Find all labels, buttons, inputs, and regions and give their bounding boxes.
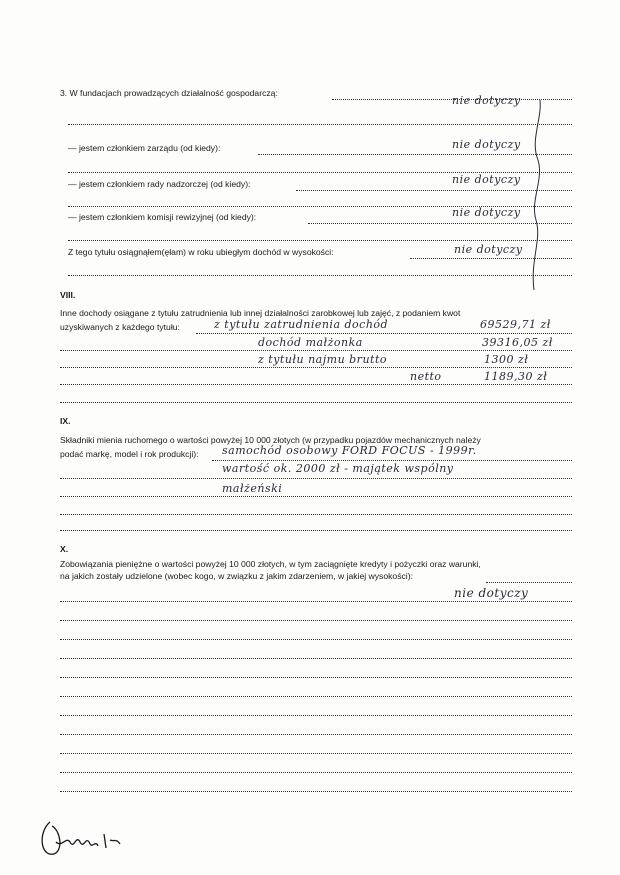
audit-committee-answer: nie dotyczy [452, 206, 521, 219]
section10-dotted-line [60, 601, 572, 602]
section8-dotted-line [60, 350, 572, 351]
section8-hw-line4: netto [410, 370, 442, 383]
audit-committee-label: — jestem członkiem komisji rewizyjnej (od kiedy): [68, 212, 257, 222]
section10-dotted-line [60, 639, 572, 640]
section9-hw-line2: wartość ok. 2000 zł - majątek wspólny [222, 462, 454, 475]
board-member-answer: nie dotyczy [452, 138, 521, 151]
section10-dotted-line [60, 734, 572, 735]
income-answer: nie dotyczy [454, 243, 523, 256]
supervisory-board-answer: nie dotyczy [452, 173, 521, 186]
board-member-label: — jestem członkiem zarządu (od kiedy): [68, 143, 221, 153]
section8-hw-amount1: 69529,71 zł [480, 318, 551, 331]
section3-heading: 3. W fundacjach prowadzących działalność gospodarczą: [60, 88, 278, 98]
section8-hw-line1: z tytułu zatrudnienia dochód [214, 318, 389, 331]
section9-hw-line1: samochód osobowy FORD FOCUS - 1999r. [222, 444, 477, 457]
section10-answer: nie dotyczy [454, 586, 529, 600]
section8-dotted-line [60, 402, 572, 403]
section10-text-line1: Zobowiązania pieniężne o wartości powyżej 10 000 złotych, w tym zaciągnięte kredyty i pożyczki oraz warunki, [60, 559, 481, 569]
section8-hw-line3: z tytułu najmu brutto [258, 353, 387, 366]
section8-dotted-line [60, 384, 572, 385]
section10-number: X. [60, 544, 69, 554]
section8-hw-line2: dochód małżonka [258, 336, 363, 349]
section8-dotted-line [60, 367, 572, 368]
cross-out-strokes [500, 100, 560, 300]
section9-dotted-line [60, 478, 572, 479]
section8-hw-amount3: 1300 zł [484, 353, 529, 366]
section8-number: VIII. [60, 290, 76, 300]
signature-image [30, 812, 150, 867]
section9-hw-line3: małżeński [222, 482, 283, 495]
section9-text-line1: Składniki mienia ruchomego o wartości powyżej 10 000 złotych (w przypadku pojazdów mechanicznych należy [60, 435, 481, 445]
section9-dotted-line [60, 530, 572, 531]
section10-dotted-line [60, 620, 572, 621]
section3-answer: nie dotyczy [452, 94, 521, 107]
section10-dotted-line [60, 715, 572, 716]
supervisory-board-label: — jestem członkiem rady nadzorczej (od kiedy): [68, 179, 251, 189]
section10-dotted-line [60, 753, 572, 754]
section9-dotted-line [60, 496, 572, 497]
section9-dotted-line [212, 460, 572, 461]
section10-dotted-line [60, 677, 572, 678]
section8-hw-amount4: 1189,30 zł [484, 370, 548, 383]
section9-dotted-line [60, 514, 572, 515]
section10-dotted-line [60, 696, 572, 697]
income-label: Z tego tytułu osiągnąłem(ęłam) w roku ubiegłym dochód w wysokości: [68, 247, 334, 257]
section10-dotted-line [486, 582, 572, 583]
section10-dotted-line [60, 658, 572, 659]
section9-number: IX. [60, 416, 71, 426]
section10-text-line2: na jakich zostały udzielone (wobec kogo, w związku z jakim zdarzeniem, w jakiej wysokości): [60, 571, 413, 581]
section10-dotted-line [60, 772, 572, 773]
section10-dotted-line [60, 791, 572, 792]
section8-text-line2: uzyskiwanych z każdego tytułu: [60, 322, 180, 332]
section3-dotted-line [68, 275, 572, 276]
section8-dotted-line [196, 333, 572, 334]
section3-dotted-line [68, 124, 572, 125]
section8-hw-amount2: 39316,05 zł [482, 336, 553, 349]
section3-dotted-line [68, 240, 572, 241]
section9-text-line2: podać markę, model i rok produkcji): [60, 449, 199, 459]
section8-text-line1: Inne dochody osiągane z tytułu zatrudnienia lub innej działalności zarobkowej lub zajęć, z podaniem kwot [60, 308, 461, 318]
